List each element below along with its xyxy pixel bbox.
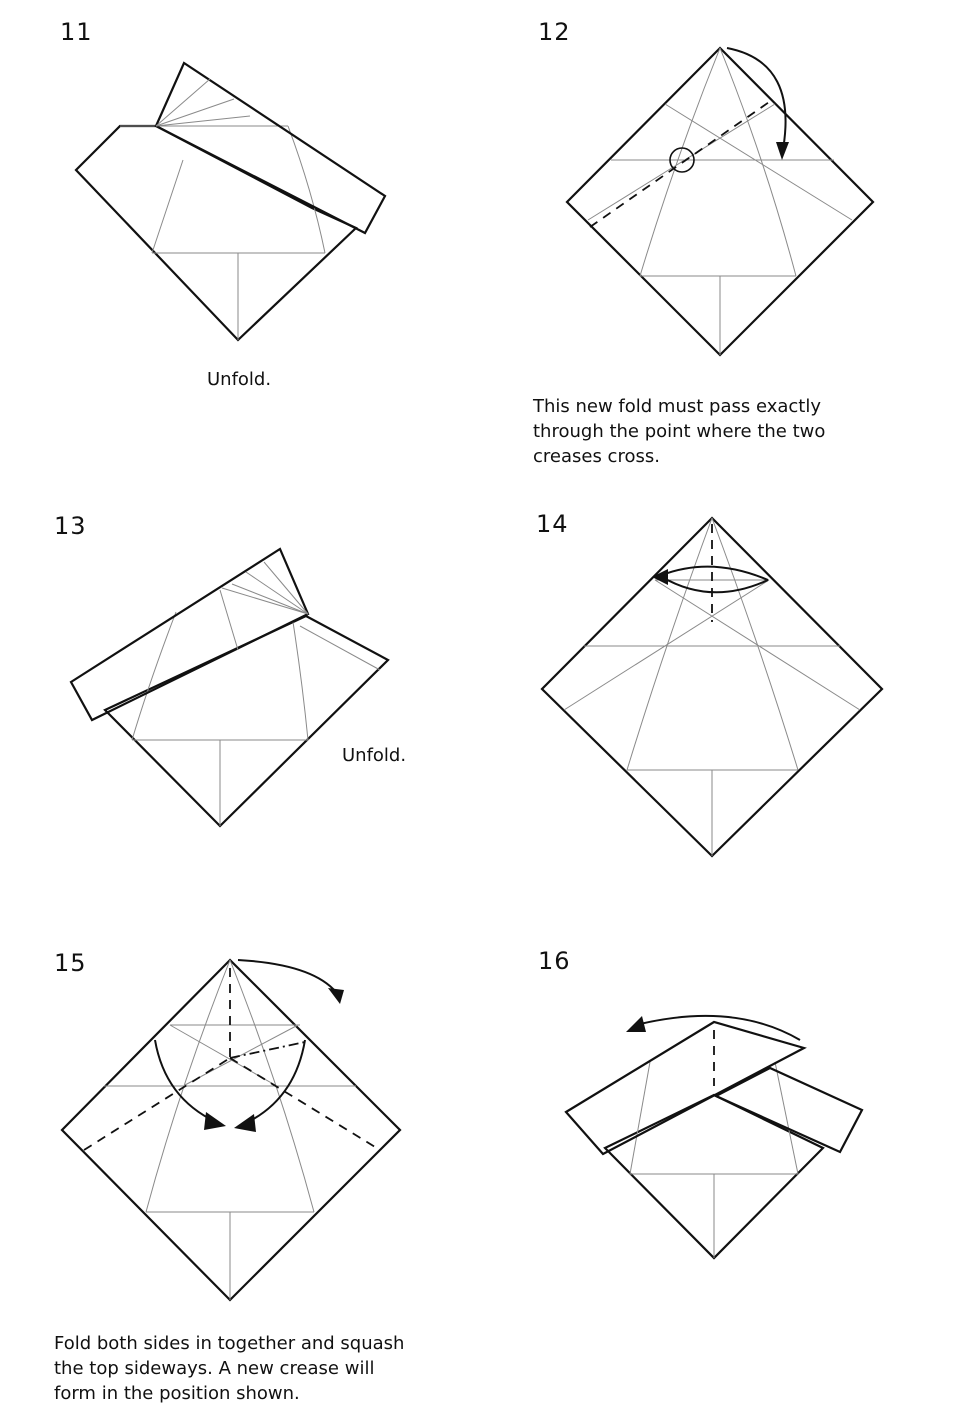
step-12-arrow-head — [776, 142, 789, 160]
step-13-base-paper — [105, 616, 388, 826]
step-11-caption: Unfold. — [207, 369, 272, 390]
step-16-arrow-head — [626, 1016, 646, 1032]
step-15-squash-arrow-head — [328, 988, 344, 1004]
step-12-valley-fold-line — [590, 100, 772, 227]
step-16-fold-arrow — [640, 1016, 800, 1040]
step-13-folded-flap — [71, 549, 308, 720]
step-12-number: 12 — [538, 18, 571, 46]
step-15-valley-fold-left — [84, 1058, 230, 1150]
step-13-number: 13 — [54, 512, 87, 540]
step-15-diagram — [62, 960, 400, 1300]
step-14-fold-arrow-top — [662, 567, 768, 580]
step-13-caption: Unfold. — [342, 745, 407, 766]
step-16-diagram — [566, 1016, 862, 1258]
step-14-number: 14 — [536, 510, 569, 538]
step-12-diagram — [567, 48, 873, 355]
step-11-diagram — [76, 63, 385, 340]
step-13-diagram — [71, 549, 388, 826]
step-15-square — [62, 960, 400, 1300]
step-15-number: 15 — [54, 949, 87, 977]
step-15-caption: Fold both sides in together and squash the top sideways. A new crease will form in the position shown. — [54, 1333, 405, 1404]
step-11-folded-flap — [156, 63, 385, 233]
step-11-number: 11 — [60, 18, 93, 46]
step-16-number: 16 — [538, 947, 571, 975]
step-15-right-arrow-head — [234, 1114, 256, 1132]
step-14-fold-arrow-bottom — [662, 577, 768, 592]
step-16-right-flap — [716, 1068, 862, 1152]
step-16-left-flap — [566, 1022, 804, 1154]
step-15-squash-arrow — [238, 960, 336, 992]
step-11-base-paper — [76, 126, 356, 340]
step-14-diagram — [542, 518, 882, 856]
step-12-caption: This new fold must pass exactly through the point where the two creases cross. — [533, 396, 826, 467]
step-15-left-arrow-head — [204, 1112, 226, 1130]
